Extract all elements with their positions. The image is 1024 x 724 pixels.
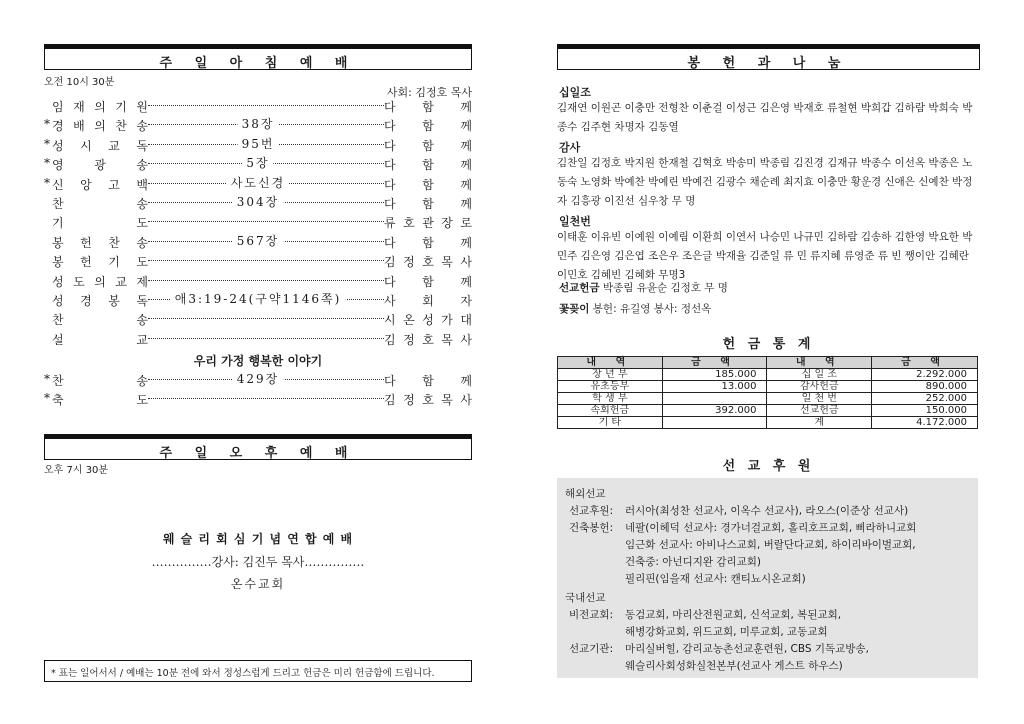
stats-row (558, 393, 978, 405)
worship-item-char: 경 (80, 294, 92, 308)
stats-amount (662, 393, 767, 405)
worship-leader-char: 호 (403, 216, 415, 231)
worship-item-char: 도 (136, 216, 148, 231)
worship-item-char: 제 (136, 274, 148, 289)
worship-row (44, 251, 472, 271)
worship-detail: 567장 (233, 232, 284, 249)
worship-item-char: 의 (94, 119, 106, 134)
worship-leader-char: 께 (460, 119, 472, 134)
worship-item-char: 봉 (52, 235, 64, 250)
mission-line: 필리핀(임을재 선교사: 캔티뇨시온교회) (625, 573, 806, 585)
mission-support-box (557, 478, 978, 678)
stats-amount: 252.000 (872, 393, 978, 405)
stats-item: 일 천 번 (767, 393, 872, 405)
overseas-mission-heading: 해외선교 (565, 488, 606, 500)
worship-detail: 5장 (242, 154, 273, 171)
worship-item (52, 273, 148, 290)
worship-row (44, 232, 472, 252)
worship-leader-char: 김 (384, 393, 396, 408)
worship-leader-char: 께 (460, 274, 472, 289)
worship-detail: 38장 (238, 115, 279, 132)
stats-row (558, 417, 978, 429)
worship-leader-char: 류 (384, 216, 396, 231)
sermon-subheading: 우리 가정 행복한 이야기 (193, 354, 323, 368)
worship-row (44, 370, 472, 390)
worship-item-char: 앙 (80, 177, 92, 192)
worship-item (52, 234, 148, 251)
stats-amount: 890.000 (872, 381, 978, 393)
worship-leader (384, 137, 472, 154)
worship-item-char: 원 (136, 100, 148, 114)
afternoon-event-title: 웨 슬 리 회 심 기 념 연 합 예 배 (162, 532, 354, 546)
worship-leader-char: 호 (422, 332, 434, 347)
worship-item-char: 성 (52, 274, 64, 289)
worship-leader (384, 234, 472, 251)
worship-row (44, 309, 472, 329)
worship-leader-char: 정 (403, 332, 415, 347)
thousand-label: 일천번 (559, 215, 591, 228)
worship-detail: 사도신경 (227, 174, 289, 191)
mission-line: 해병강화교회, 위드교회, 미루교회, 교동교회 (625, 626, 828, 638)
worship-leader-char: 께 (460, 177, 472, 192)
worship-leader-char: 다 (384, 119, 396, 134)
domestic-mission-heading: 국내선교 (565, 592, 606, 604)
mission-offering-names: 박종림 유윤순 김정호 무 명 (602, 282, 728, 294)
morning-service-banner (44, 44, 472, 70)
worship-item-char: 찬 (52, 374, 64, 388)
worship-item-char: 성 (52, 138, 64, 153)
worship-leader (384, 176, 472, 193)
worship-leader-char: 호 (422, 393, 434, 408)
worship-leader-char: 목 (441, 332, 453, 347)
worship-leader-char: 께 (460, 374, 472, 388)
worship-item-char: 송 (136, 119, 148, 134)
stats-item: 학 생 부 (558, 393, 663, 405)
worship-leader (384, 98, 472, 115)
worship-detail: 429장 (233, 370, 284, 387)
worship-row (44, 135, 472, 155)
flowers-text: 봉헌: 유길영 봉사: 정선옥 (592, 303, 712, 315)
worship-item-char: 설 (52, 332, 64, 347)
worship-leader-char: 함 (422, 177, 434, 192)
worship-row (44, 174, 472, 194)
worship-leader-char: 성 (422, 313, 434, 328)
worship-item-char: 축 (52, 393, 64, 408)
stats-header-item: 내 역 (558, 357, 663, 369)
worship-item-char: 의 (94, 100, 106, 114)
worship-item-char: 봉 (108, 294, 120, 308)
worship-row (44, 115, 472, 135)
worship-leader-char: 다 (384, 274, 396, 289)
footnote-box (44, 660, 472, 682)
stats-item: 장 년 부 (558, 369, 663, 381)
worship-leader-char: 함 (422, 100, 434, 114)
moderator: 사회: 김정호 목사 (386, 86, 472, 99)
worship-item-char: 봉 (52, 255, 64, 270)
afternoon-speaker: ……………강사: 김진두 목사…………… (151, 555, 365, 569)
worship-leader-char: 다 (384, 374, 396, 388)
offering-title: 봉 헌 과 나 눔 (687, 56, 850, 71)
worship-leader-char: 께 (460, 158, 472, 173)
worship-item-char: 재 (73, 100, 85, 114)
stats-item: 속회헌금 (558, 405, 663, 417)
worship-leader (384, 273, 472, 290)
stats-header-item: 내 역 (767, 357, 872, 369)
worship-item (52, 331, 148, 348)
worship-item-char: 송 (136, 313, 148, 328)
worship-leader-char: 시 (384, 313, 396, 328)
worship-item-char: 교 (115, 274, 127, 289)
worship-item (52, 195, 148, 212)
worship-item-char: 찬 (115, 119, 127, 134)
worship-item-char: 도 (73, 274, 85, 289)
mission-category-label: 비전교회: (569, 609, 614, 621)
worship-leader-char: 관 (422, 216, 434, 231)
worship-item-char: 찬 (52, 197, 64, 211)
mission-line: 건축중: 아넌디지완 감리교회) (625, 556, 762, 568)
worship-item-char: 도 (136, 255, 148, 270)
worship-detail: 304장 (233, 193, 284, 210)
worship-item (52, 156, 148, 173)
dotted-leader (148, 260, 384, 261)
worship-item-char: 독 (136, 294, 148, 308)
standing-mark: * (44, 117, 50, 132)
stats-item: 계 (767, 417, 872, 429)
worship-leader (384, 311, 472, 328)
stats-amount: 4.172.000 (872, 417, 978, 429)
worship-leader-char: 함 (422, 374, 434, 388)
standing-mark: * (44, 136, 50, 151)
stats-row (558, 381, 978, 393)
worship-leader (384, 195, 472, 212)
mission-line: 러시아(최성찬 선교사, 이옥수 선교사), 라오스(이준상 선교사) (625, 505, 909, 517)
flowers-line (559, 301, 711, 316)
mission-line: 웨슬리사회성화실천본부(선교사 게스트 하우스) (625, 660, 843, 672)
stats-item: 유초등부 (558, 381, 663, 393)
worship-leader-char: 목 (441, 255, 453, 270)
mission-category-label: 선교기관: (569, 643, 614, 655)
worship-item-char: 송 (136, 158, 148, 173)
stats-amount: 2.292.000 (872, 369, 978, 381)
worship-item (52, 137, 148, 154)
worship-leader-char: 정 (403, 255, 415, 270)
worship-item (52, 98, 148, 115)
stats-amount: 150.000 (872, 405, 978, 417)
worship-leader-char: 께 (460, 197, 472, 211)
worship-item-char: 송 (136, 197, 148, 211)
worship-leader-char: 목 (441, 393, 453, 408)
worship-leader-char: 김 (384, 255, 396, 270)
stats-row (558, 405, 978, 417)
worship-leader (384, 117, 472, 134)
tithe-label: 십일조 (559, 86, 591, 99)
worship-item-char: 기 (115, 100, 127, 114)
dotted-leader (148, 338, 384, 339)
mission-title: 선 교 후 원 (722, 459, 815, 474)
worship-detail: 95번 (238, 135, 279, 152)
worship-row (44, 154, 472, 174)
worship-leader-char: 함 (422, 274, 434, 289)
thanks-names: 김찬일 김정호 박지원 한재철 김혁호 박송미 박종림 김진경 김재규 박종수 이선옥 박종은 노동숙 노영화 박예찬 박예린 박예건 김광수 채순례 최지효 이충만 황운경 신애은 신예찬 박정자 김흥광 이진선 심우창 무 명 (557, 157, 973, 207)
worship-leader (384, 331, 472, 348)
stats-item: 감사헌금 (767, 381, 872, 393)
thanks-label: 감사 (559, 141, 581, 154)
worship-leader-char: 함 (422, 138, 434, 153)
worship-leader-char: 김 (384, 332, 396, 347)
worship-row (44, 212, 472, 232)
worship-row (44, 290, 472, 310)
worship-leader-char: 회 (422, 294, 434, 308)
dotted-leader (148, 105, 384, 106)
worship-row (44, 389, 472, 409)
worship-item-char: 찬 (108, 235, 120, 250)
morning-service-title: 주 일 아 침 예 배 (159, 56, 357, 71)
afternoon-place: 온수교회 (230, 577, 286, 591)
standing-mark: * (44, 156, 50, 171)
mission-line: 네팔(이헤덕 선교사: 경가너걸교회, 홀리호프교회, 삐라하니교회 (625, 522, 917, 534)
standing-mark: * (44, 175, 50, 190)
worship-leader-char: 다 (384, 197, 396, 211)
worship-leader-char: 다 (384, 138, 396, 153)
stats-header-row (558, 357, 978, 369)
offering-banner (557, 44, 980, 70)
worship-item (52, 391, 148, 408)
worship-leader (384, 253, 472, 270)
mission-line: 마리실버힐, 감리교농촌선교훈련원, CBS 기독교방송, (625, 643, 869, 655)
worship-leader-char: 다 (384, 100, 396, 114)
worship-item-char: 송 (136, 374, 148, 388)
worship-row (44, 329, 472, 349)
worship-leader-char: 다 (384, 177, 396, 192)
worship-item (52, 372, 148, 389)
worship-leader-char: 사 (460, 393, 472, 408)
stats-item: 기 타 (558, 417, 663, 429)
worship-leader (384, 214, 472, 231)
worship-item (52, 292, 148, 309)
mission-offering-line (559, 280, 728, 295)
mission-category-label: 건축봉헌: (569, 522, 614, 534)
worship-leader-char: 호 (422, 255, 434, 270)
worship-leader-char: 다 (384, 158, 396, 173)
morning-service-time: 오전 10시 30분 (44, 77, 115, 88)
worship-item-char: 교 (136, 332, 148, 347)
worship-detail: 애3:19-24(구약1146쪽) (171, 290, 346, 307)
worship-leader-char: 께 (460, 138, 472, 153)
worship-leader-char: 함 (422, 158, 434, 173)
worship-leader-char: 장 (441, 216, 453, 231)
standing-mark: * (44, 391, 50, 406)
worship-item (52, 253, 148, 270)
worship-leader (384, 292, 472, 309)
dotted-leader (148, 280, 384, 281)
worship-item-char: 고 (108, 177, 120, 192)
worship-leader (384, 391, 472, 408)
flowers-label: 꽃꽂이 (559, 303, 590, 315)
stats-header-amount: 금 액 (872, 357, 978, 369)
worship-leader-char: 함 (422, 119, 434, 134)
worship-item-char: 교 (108, 138, 120, 153)
tithe-names: 김재연 이원곤 이충만 전형찬 이춘걸 이성근 김은영 박재호 류철현 박희갑 김하람 박희숙 박종수 김주현 차명자 김동열 (557, 102, 973, 133)
mission-line: 임근화 선교사: 아비나스교회, 버랄단다교회, 하이리바이벌교회, (625, 539, 916, 551)
worship-leader-char: 께 (460, 235, 472, 250)
stats-item: 십 일 조 (767, 369, 872, 381)
worship-item-char: 임 (52, 100, 64, 114)
standing-mark: * (44, 372, 50, 386)
footnote-text: * 표는 일어서서 / 예배는 10분 전에 와서 정성스럽게 드리고 헌금은 미리 헌금함에 드립니다. (51, 668, 435, 679)
afternoon-service-banner (44, 434, 472, 460)
worship-leader-char: 다 (384, 235, 396, 250)
worship-item-char: 의 (94, 274, 106, 289)
worship-leader-char: 대 (460, 313, 472, 328)
stats-amount (662, 417, 767, 429)
worship-item-char: 시 (80, 138, 92, 153)
worship-item-char: 독 (136, 138, 148, 153)
worship-row (44, 193, 472, 213)
worship-leader (384, 372, 472, 389)
worship-leader-char: 께 (460, 100, 472, 114)
worship-leader-char: 온 (403, 313, 415, 328)
stats-header-amount: 금 액 (662, 357, 767, 369)
worship-item (52, 214, 148, 231)
worship-leader-char: 함 (422, 235, 434, 250)
dotted-leader (148, 318, 384, 319)
worship-item-char: 백 (136, 177, 148, 192)
worship-item-char: 배 (73, 119, 85, 134)
stats-amount: 392.000 (662, 405, 767, 417)
mission-offering-label: 선교헌금 (559, 282, 600, 294)
mission-line: 동검교회, 마리산전원교회, 신석교회, 복된교회, (625, 609, 842, 621)
offering-stats-table (557, 356, 978, 429)
worship-item-char: 광 (94, 158, 106, 173)
worship-leader-char: 로 (460, 216, 472, 231)
worship-item-char: 도 (136, 393, 148, 408)
stats-row (558, 369, 978, 381)
worship-leader-char: 사 (460, 255, 472, 270)
worship-item-char: 헌 (80, 235, 92, 250)
mission-category-label: 선교후원: (569, 505, 614, 517)
stats-amount: 13.000 (662, 381, 767, 393)
worship-item-char: 영 (52, 158, 64, 173)
dotted-leader (148, 398, 384, 399)
worship-row (44, 96, 472, 116)
worship-item (52, 176, 148, 193)
worship-leader-char: 함 (422, 197, 434, 211)
worship-item-char: 신 (52, 177, 64, 192)
worship-leader-char: 정 (403, 393, 415, 408)
stats-amount: 185.000 (662, 369, 767, 381)
afternoon-service-title: 주 일 오 후 예 배 (159, 446, 357, 461)
stats-item: 선교헌금 (767, 405, 872, 417)
worship-leader-char: 사 (384, 294, 396, 308)
worship-item-char: 기 (108, 255, 120, 270)
worship-row (44, 271, 472, 291)
thousand-names: 이태훈 이유빈 이예원 이예림 이환희 이연서 나승민 나규민 김하람 김송하 김한영 박요한 박민주 김은영 김은엽 조은우 조은글 박재율 김준일 류 민 류지혜 류영준 류 빈 쨍이안 김혜란 이민호 김혜빈 김혜화 무명3 (557, 231, 973, 281)
worship-item-char: 경 (52, 119, 64, 134)
worship-item-char: 기 (52, 216, 64, 231)
dotted-leader (148, 221, 384, 222)
worship-item-char: 헌 (80, 255, 92, 270)
worship-leader (384, 156, 472, 173)
worship-leader-char: 가 (441, 313, 453, 328)
worship-leader-char: 자 (460, 294, 472, 308)
worship-leader-char: 사 (460, 332, 472, 347)
worship-item-char: 성 (52, 294, 64, 308)
worship-item-char: 송 (136, 235, 148, 250)
worship-item-char: 찬 (52, 313, 64, 328)
afternoon-service-time: 오후 7시 30분 (44, 465, 109, 476)
worship-item (52, 117, 148, 134)
stats-title: 헌 금 통 계 (722, 337, 815, 352)
worship-item (52, 311, 148, 328)
